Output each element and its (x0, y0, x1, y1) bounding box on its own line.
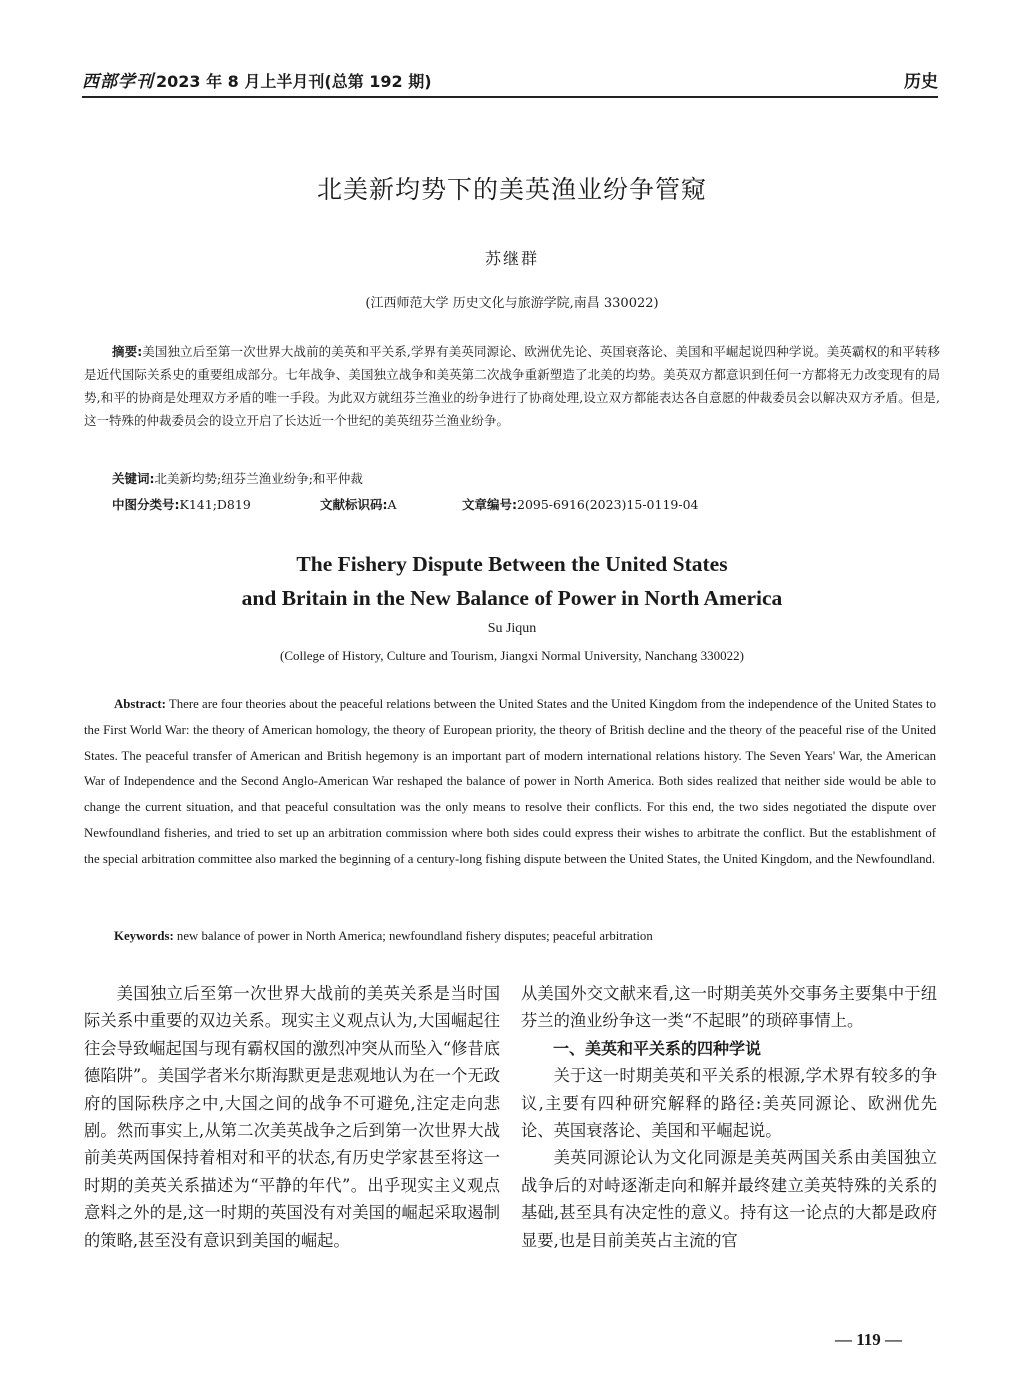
article-no-label: 文章编号: (462, 497, 517, 512)
body-paragraph: 美英同源论认为文化同源是美英两国关系由美国独立战争后的对峙逐渐走向和解并最终建立美英特殊的关系的基础,甚至具有决定性的意义。持有这一论点的大都是政府显要,也是目前美英占主流的官 (521, 1148, 937, 1250)
issue-info: 2023 年 8 月上半月刊(总第 192 期) (156, 72, 432, 91)
author-en: Su Jiqun (487, 621, 537, 636)
article-title-zh: 北美新均势下的美英渔业纷争管窥 (316, 175, 707, 204)
running-header (82, 68, 938, 98)
keywords-zh (112, 469, 363, 487)
keywords-zh-label: 关键词: (112, 471, 155, 486)
abstract-zh-label: 摘要: (112, 344, 143, 359)
author-zh: 苏继群 (484, 249, 539, 268)
abstract-en-text: There are four theories about the peaceful relations between the United States and the United Kingdom from the independence of the United States to the First World War: the theory of American homology, the theory of European priority, the theory of British decline and the theory of the peaceful rise of the United States. The peaceful transfer of American and British hegemony is an important part of modern international relations history. The Seven Years' War, the American War of Independence and the Second Anglo-American War reshaped the balance of power in North America. Both sides realized that neither side would be able to change the current situation, and that peaceful consultation was the only means to resolve their conflicts. For this end, the two sides negotiated the dispute over Newfoundland fisheries, and tried to set up an arbitration commission where both sides could express their wishes to arbitrate the conflict. But the establishment of the special arbitration committee also marked the beginning of a century-long fishing dispute between the United States, the United Kingdom, and the Newfoundland. (84, 697, 937, 866)
body-column-left (84, 980, 500, 1254)
abstract-en-label: Abstract: (114, 697, 166, 711)
doc-code-value: A (387, 497, 397, 512)
clc-item (112, 495, 251, 513)
keywords-en-label: Keywords: (114, 929, 174, 943)
clc-value: K141;D819 (179, 497, 251, 512)
clc-label: 中图分类号: (112, 497, 180, 512)
body-paragraph: 从美国外交文献来看,这一时期美英外交事务主要集中于纽芬兰的渔业纷争这一类“不起眼”的琐碎事情上。 (521, 984, 937, 1031)
section-name: 历史 (904, 72, 938, 92)
affiliation-zh: (江西师范大学 历史文化与旅游学院,南昌 330022) (365, 296, 659, 311)
section-heading: 一、美英和平关系的四种学说 (553, 1038, 762, 1058)
doc-code-item (320, 495, 397, 513)
title-en-line1: The Fishery Dispute Between the United States (296, 552, 728, 576)
affiliation-en: (College of History, Culture and Tourism, Jiangxi Normal University, Nanchang 330022) (279, 648, 744, 663)
article-no-item (462, 495, 698, 513)
abstract-en (84, 692, 936, 873)
page-number: — 119 — (835, 1330, 903, 1349)
body-paragraph: 美国独立后至第一次世界大战前的美英关系是当时国际关系中重要的双边关系。现实主义观点认为,大国崛起往往会导致崛起国与现有霸权国的激烈冲突从而坠入“修昔底德陷阱”。美国学者米尔斯海默更是悲观地认为在一个无政府的国际秩序之中,大国之间的战争不可避免,注定走向悲剧。然而事实上,从第二次美英战争之后到第一次世界大战前美英两国保持着相对和平的状态,有历史学家甚至将这一时期的美英关系描述为“平静的年代”。出乎现实主义观点意料之外的是,这一时期的英国没有对美国的崛起采取遏制的策略,甚至没有意识到美国的崛起。 (84, 984, 500, 1250)
keywords-en-text: new balance of power in North America; newfoundland fishery disputes; peaceful arbitration (176, 929, 653, 943)
keywords-en (114, 929, 653, 944)
body-paragraph: 关于这一时期美英和平关系的根源,学术界有较多的争议,主要有四种研究解释的路径:美英同源论、欧洲优先论、英国衰落论、美国和平崛起说。 (521, 1066, 937, 1141)
article-title-en (0, 547, 1024, 615)
doc-code-label: 文献标识码: (320, 497, 388, 512)
title-en-line2: and Britain in the New Balance of Power in North America (241, 586, 783, 610)
header-left (82, 67, 432, 96)
keywords-zh-text: 北美新均势;纽芬兰渔业纷争;和平仲裁 (154, 471, 363, 486)
abstract-zh (84, 340, 940, 432)
abstract-zh-text: 美国独立后至第一次世界大战前的美英和平关系,学界有美英同源论、欧洲优先论、英国衰落论、美国和平崛起说四种学说。美英霸权的和平转移是近代国际关系史的重要组成部分。七年战争、美国独立战争和美英第二次战争重新塑造了北美的均势。美英双方都意识到任何一方都将无力改变现有的局势,和平的协商是处理双方矛盾的唯一手段。为此双方就纽芬兰渔业的纷争进行了协商处理,设立双方都能表达各自意愿的仲裁委员会以解决双方矛盾。但是,这一特殊的仲裁委员会的设立开启了长达近一个世纪的美英纽芬兰渔业纷争。 (84, 344, 940, 428)
journal-logo: 西部学刊 (82, 72, 154, 92)
article-no-value: 2095-6916(2023)15-0119-04 (517, 497, 699, 512)
body-column-right (521, 980, 937, 1254)
